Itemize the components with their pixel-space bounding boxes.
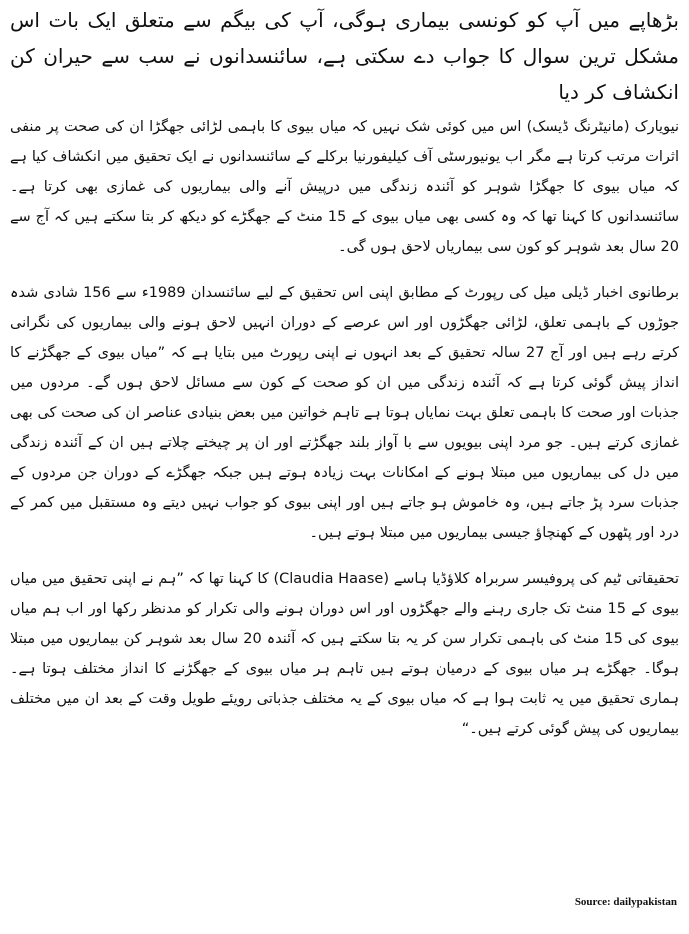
- article-paragraph: نیویارک (مانیٹرنگ ڈیسک) اس میں کوئی شک نہیں کہ میاں بیوی کا باہمی لڑائی جھگڑا ان کی صحت پر منفی اثرات مرتب کرتا ہے مگر اب یونیورسٹی آف کیلیفورنیا برکلے کے سائنسدانوں نے ایک تحقیق میں انکشاف کیا ہے کہ میاں بیوی کا جھگڑا شوہر کو آئندہ زندگی میں درپیش آنے والی بیماریوں کی غمازی بھی کرتا ہے۔ سائنسدانوں کا کہنا تھا کہ وہ کسی بھی میاں بیوی کے 15 منٹ کے جھگڑے کو دیکھ کر بتا سکتے ہیں کہ آج سے 20 سال بعد شوہر کو کون سی بیماریاں لاحق ہوں گی۔: [10, 119, 679, 255]
- article-headline: بڑھاپے میں آپ کو کونسی بیماری ہوگی، آپ کی بیگم سے متعلق ایک بات اس مشکل ترین سوال کا جواب دے سکتی ہے، سائنسدانوں نے سب سے حیران کن انکشاف کر دیا: [10, 8, 679, 104]
- article-page: [10, 0, 679, 934]
- source-credit: Source: dailypakistan: [574, 896, 677, 908]
- article-paragraph: تحقیقاتی ٹیم کی پروفیسر سربراہ کلاؤڈیا ہاسے (Claudia Haase) کا کہنا تھا کہ ”ہم نے اپنی تحقیق میں میاں بیوی کے 15 منٹ تک جاری رہنے والے جھگڑوں اور اس دوران ہونے والی تکرار کو مدنظر رکھا اور اب ہم میاں بیوی کی 15 منٹ کی باہمی تکرار سن کر یہ بتا سکتے ہیں کہ آئندہ 20 سال بعد شوہر کن بیماریوں میں مبتلا ہوگا۔ جھگڑے ہر میاں بیوی کے درمیان ہوتے ہیں تاہم ہر میاں بیوی کے جھگڑنے کا انداز مختلف ہوتا ہے۔ ہماری تحقیق میں یہ ثابت ہوا ہے کہ میاں بیوی کے یہ مختلف جذباتی رویئے طویل وقت کے بعد ان میں مختلف بیماریوں کی پیش گوئی کرتے ہیں۔“: [10, 571, 680, 737]
- article-paragraph: برطانوی اخبار ڈیلی میل کی رپورٹ کے مطابق اپنی اس تحقیق کے لیے سائنسدان 1989ء سے 156 شادی شدہ جوڑوں کے باہمی تعلق، لڑائی جھگڑوں اور اس عرصے کے دوران انہیں لاحق ہونے والی بیماریوں کی نگرانی کرتے رہے ہیں اور آج 27 سالہ تحقیق کے بعد انہوں نے اپنی رپورٹ میں بتایا ہے کہ ”میاں بیوی کے جھگڑنے کا انداز پیش گوئی کرتا ہے کہ آئندہ زندگی میں ان کو صحت کے کون سے مسائل لاحق ہوں گے۔ مردوں میں جذبات اور صحت کا باہمی تعلق بہت نمایاں ہوتا ہے تاہم خواتین میں بعض بنیادی عناصر ان کی صحت کی بھی غمازی کرتے ہیں۔ جو مرد اپنی بیویوں سے با آواز بلند جھگڑتے اور ان پر چیختے چلاتے ہیں ان کے آئندہ زندگی میں دل کی بیماریوں میں مبتلا ہونے کے امکانات بہت زیادہ ہوتے ہیں جبکہ جھگڑے کے دوران جن مردوں کے جذبات سرد پڑ جاتے ہیں، وہ خاموش ہو جاتے ہیں اور اپنی بیوی کو جواب نہیں دیتے وہ مستقبل میں کمر کے درد اور پٹھوں کے کھنچاؤ جیسی بیماریوں میں مبتلا ہوتے ہیں۔: [10, 285, 679, 541]
